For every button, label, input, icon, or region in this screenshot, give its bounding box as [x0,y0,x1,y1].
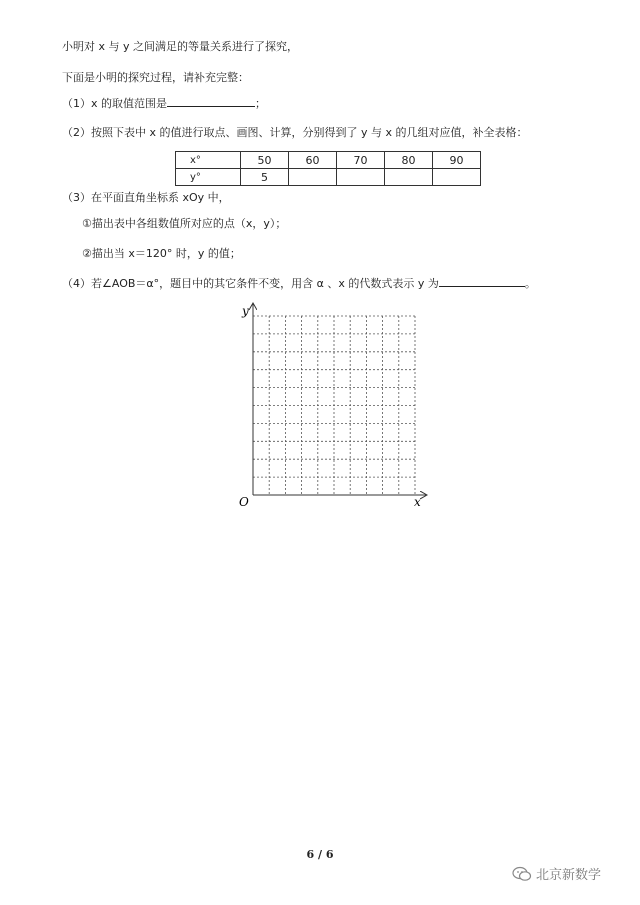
question-4-text: （4）若∠AOB＝α°，题目中的其它条件不变，用含 α 、x 的代数式表示 y 为 [62,277,439,290]
watermark [512,864,601,883]
table-cell-x: 60 [289,152,337,169]
x-axis-label: x [414,495,421,509]
question-4 [62,276,536,291]
question-3-part-2: ②描出当 x＝120° 时，y 的值； [82,247,241,260]
table-cell-x: 80 [385,152,433,169]
table-cell-y[interactable] [385,169,433,186]
answer-blank-4[interactable] [439,276,525,287]
y-axis-label: y [242,304,249,318]
table-cell-y[interactable] [337,169,385,186]
table-row-x [176,152,481,169]
question-1 [62,96,266,111]
page-number: 6 / 6 [306,848,334,861]
table-header-y: y° [176,169,241,186]
coordinate-plane [228,300,428,510]
value-table [175,151,481,186]
question-1-text: （1）x 的取值范围是 [62,97,168,110]
watermark-text: 北京新数学 [536,868,602,883]
table-header-x: x° [176,152,241,169]
question-3: （3）在平面直角坐标系 xOy 中， [62,191,230,204]
table-row-y [176,169,481,186]
table-cell-y[interactable] [433,169,481,186]
wechat-icon [512,866,532,882]
question-2: （2）按照下表中 x 的值进行取点、画图、计算，分别得到了 y 与 x 的几组对应值，补全表格： [62,126,528,139]
question-4-suffix: 。 [524,277,536,290]
table-cell-x: 90 [433,152,481,169]
intro-text: 小明对 x 与 y 之间满足的等量关系进行了探究， [62,40,299,53]
grid-lines [253,316,415,495]
answer-blank-1[interactable] [167,96,255,107]
table-cell-x: 50 [241,152,289,169]
table-cell-y[interactable] [289,169,337,186]
table-cell-x: 70 [337,152,385,169]
process-text: 下面是小明的探究过程，请补充完整： [62,71,249,84]
table-cell-y: 5 [241,169,289,186]
origin-label: O [239,495,249,509]
question-3-part-1: ①描出表中各组数值所对应的点（x，y）； [82,217,287,230]
question-1-suffix: ； [255,97,267,110]
